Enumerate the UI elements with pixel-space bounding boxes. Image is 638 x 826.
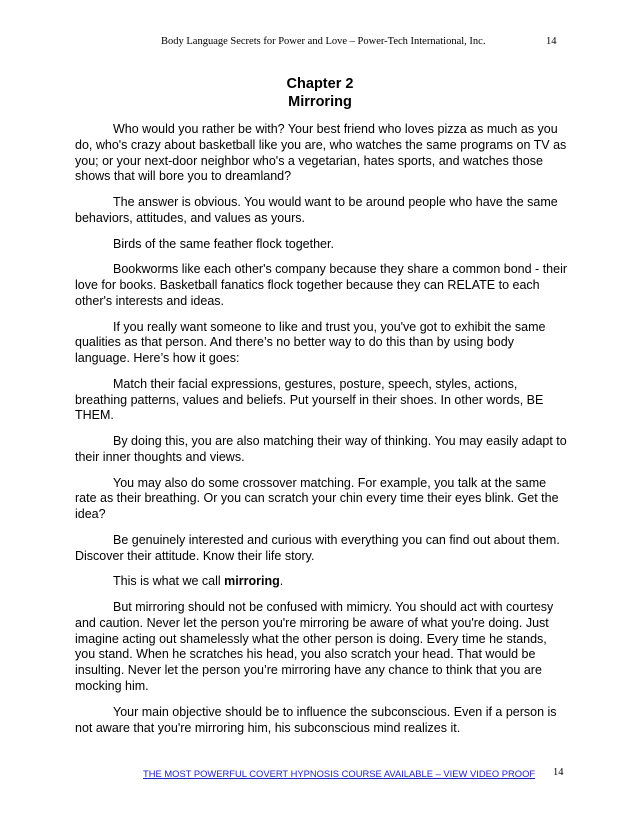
page-header	[0, 36, 638, 52]
paragraph: Birds of the same feather flock together.	[113, 236, 334, 251]
video-proof-link[interactable]: THE MOST POWERFUL COVERT HYPNOSIS COURSE AVAILABLE – VIEW VIDEO PROOF	[143, 768, 536, 779]
paragraph: Match their facial expressions, gestures, posture, speech, styles, actions, breathing patterns, values and beliefs. Put yourself in their shoes. In other words, BE THEM.	[75, 376, 544, 423]
page-footer	[0, 768, 638, 782]
body-text	[75, 122, 567, 736]
chapter-heading	[0, 75, 638, 111]
mirroring-suffix: .	[279, 574, 284, 589]
header-title: Body Language Secrets for Power and Love – Power-Tech International, Inc.	[161, 36, 486, 47]
mirroring-term: mirroring	[224, 574, 280, 589]
mirroring-prefix: This is what we call	[113, 574, 225, 589]
paragraph: You may also do some crossover matching. For example, you talk at the same rate as their breathing. Or you can scratch your chin every time their eyes blink. Get the idea?	[75, 475, 559, 522]
paragraph: If you really want someone to like and trust you, you've got to exhibit the same qualities as that person. And there’s no better way to do this than by using body language. Here’s how it goes:	[75, 319, 546, 366]
paragraph-mirroring	[75, 574, 567, 590]
paragraph: The answer is obvious. You would want to be around people who have the same behaviors, attitudes, and values as yours.	[75, 195, 558, 225]
header-page-number: 14	[546, 36, 557, 47]
paragraph: Your main objective should be to influence the subconscious. Even if a person is not aware that you're mirroring him, his subconscious mind realizes it.	[75, 704, 557, 735]
paragraph: By doing this, you are also matching their way of thinking. You may easily adapt to their inner thoughts and views.	[75, 434, 567, 464]
chapter-title: Mirroring	[288, 94, 352, 110]
paragraph: But mirroring should not be confused with mimicry. You should act with courtesy and caution. Never let the person you're mirroring be aware of what you're doing. Just imagine acting out shamelessly what the other person is doing. Every time he stands, you stand. When he scratches his head, you also scratch your head. That would be insulting. Never let the person you’re mirroring have any chance to think that you are mocking him.	[75, 600, 554, 694]
paragraph: Bookworms like each other's company because they share a common bond - their love for books. Basketball fanatics flock together because they can RELATE to each other's interests and ideas.	[75, 262, 568, 308]
paragraph: Be genuinely interested and curious with everything you can find out about them. Discover their attitude. Know their life story.	[75, 532, 560, 563]
footer-page-number: 14	[553, 767, 564, 778]
chapter-number: Chapter 2	[286, 76, 354, 92]
paragraph: Who would you rather be with? Your best friend who loves pizza as much as you do, who's crazy about basketball like you are, who watches the same programs on TV as you; or your next-door neighbor who's a vegetarian, hates sports, and watches those shows that will bore you to dreamland?	[75, 122, 567, 184]
